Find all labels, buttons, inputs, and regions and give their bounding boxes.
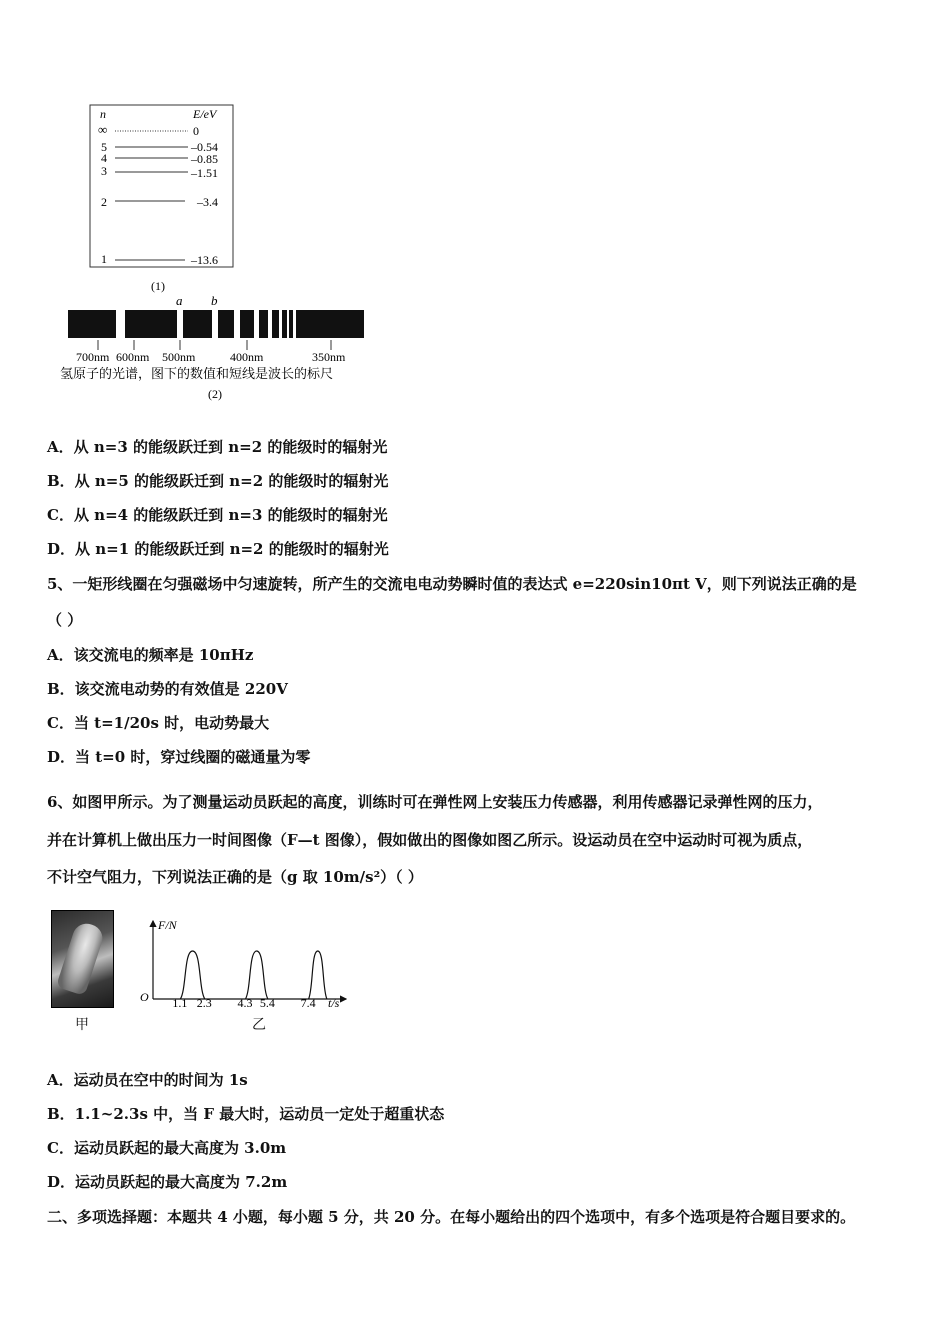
energy-diagram-caption: (1)	[151, 279, 165, 293]
energy-diagram-frame	[90, 105, 233, 267]
spectrum-band	[240, 310, 254, 338]
q5-stem: 5、一矩形线圈在匀强磁场中匀速旋转，所产生的交流电电动势瞬时值的表达式 e=220sin10πt V，则下列说法正确的是	[47, 575, 857, 593]
q4-option-a: A．从 n=3 的能级跃迁到 n=2 的能级时的辐射光	[47, 438, 388, 456]
level-n-inf: ∞	[98, 122, 108, 137]
spectrum-band	[183, 310, 212, 338]
energy-level-diagram	[85, 100, 245, 295]
q6-stem-line3: 不计空气阻力，下列说法正确的是（g 取 10m/s²）（ ）	[47, 868, 423, 886]
q4-option-c: C．从 n=4 的能级跃迁到 n=3 的能级时的辐射光	[47, 506, 388, 524]
spectrum-label-a: a	[176, 293, 183, 308]
q5-option-c: C．当 t=1/20s 时，电动势最大	[47, 714, 270, 732]
q6-option-c: C．运动员跃起的最大高度为 3.0m	[47, 1139, 287, 1157]
scale-label: 700nm	[76, 350, 110, 364]
scale-label: 600nm	[116, 350, 150, 364]
q5-option-a: A．该交流电的频率是 10πHz	[47, 646, 254, 664]
level-e-4: –0.85	[191, 152, 218, 166]
x-tick-label: 1.1	[172, 996, 188, 1010]
photo-caption: 甲	[75, 1018, 89, 1033]
q4-option-d: D．从 n=1 的能级跃迁到 n=2 的能级时的辐射光	[47, 540, 389, 558]
spectrum-caption: (2)	[208, 387, 222, 401]
level-e-5: –0.54	[191, 140, 218, 154]
e-header: E/eV	[193, 107, 217, 121]
force-pulse-3	[309, 951, 327, 999]
hydrogen-spectrum	[60, 292, 370, 404]
spectrum-band	[68, 310, 116, 338]
scale-label: 500nm	[162, 350, 196, 364]
spectrum-band	[282, 310, 287, 338]
level-n-3: 3	[101, 164, 107, 178]
spectrum-band	[125, 310, 177, 338]
q6-stem-line1: 6、如图甲所示。为了测量运动员跃起的高度，训练时可在弹性网上安装压力传感器，利用传感器记录弹性网的压力，	[47, 793, 823, 811]
x-tick-label: 7.4	[300, 996, 316, 1010]
spectrum-label-b: b	[211, 293, 218, 308]
level-e-1: –13.6	[191, 253, 218, 267]
q5-option-d: D．当 t=0 时，穿过线圈的磁通量为零	[47, 748, 311, 766]
q6-option-a: A．运动员在空中的时间为 1s	[47, 1071, 248, 1089]
x-tick-label: 2.3	[196, 996, 212, 1010]
x-tick-label: 5.4	[259, 996, 275, 1010]
q6-option-d: D．运动员跃起的最大高度为 7.2m	[47, 1173, 288, 1191]
q5-option-b: B．该交流电动势的有效值是 220V	[47, 680, 288, 698]
level-n-4: 4	[101, 151, 107, 165]
graph-caption: 乙	[252, 1018, 266, 1033]
level-e-3: –1.51	[191, 166, 218, 180]
spectrum-band	[259, 310, 268, 338]
spectrum-band	[296, 310, 364, 338]
origin-label: O	[140, 990, 149, 1004]
x-tick-label: 4.3	[237, 996, 253, 1010]
y-axis-label: F/N	[158, 918, 177, 932]
force-pulse-1	[180, 951, 204, 999]
level-n-1: 1	[101, 252, 107, 266]
athlete-photo	[51, 910, 114, 1008]
scale-label: 400nm	[230, 350, 264, 364]
n-header: n	[100, 107, 106, 121]
force-time-graph	[138, 915, 353, 1010]
level-e-inf: 0	[193, 124, 199, 138]
x-axis-label: t/s	[328, 996, 340, 1010]
level-n-2: 2	[101, 195, 107, 209]
level-e-2: –3.4	[197, 195, 218, 209]
spectrum-band	[218, 310, 234, 338]
q5-bracket: （ ）	[47, 611, 83, 629]
level-n-5: 5	[101, 140, 107, 154]
q4-option-b: B．从 n=5 的能级跃迁到 n=2 的能级时的辐射光	[47, 472, 389, 490]
q6-option-b: B．1.1~2.3s 中，当 F 最大时，运动员一定处于超重状态	[47, 1105, 445, 1123]
q6-stem-line2: 并在计算机上做出压力一时间图像（F—t 图像），假如做出的图像如图乙所示。设运动员在空中运动时可视为质点，	[47, 831, 813, 849]
spectrum-band	[289, 310, 293, 338]
spectrum-band	[272, 310, 279, 338]
spectrum-caption-text: 氢原子的光谱，图下的数值和短线是波长的标尺	[60, 366, 334, 381]
section2-heading: 二、多项选择题：本题共 4 小题，每小题 5 分，共 20 分。在每小题给出的四个选项中，有多个选项是符合题目要求的。	[47, 1208, 856, 1226]
scale-label: 350nm	[312, 350, 346, 364]
force-pulse-2	[246, 951, 268, 999]
